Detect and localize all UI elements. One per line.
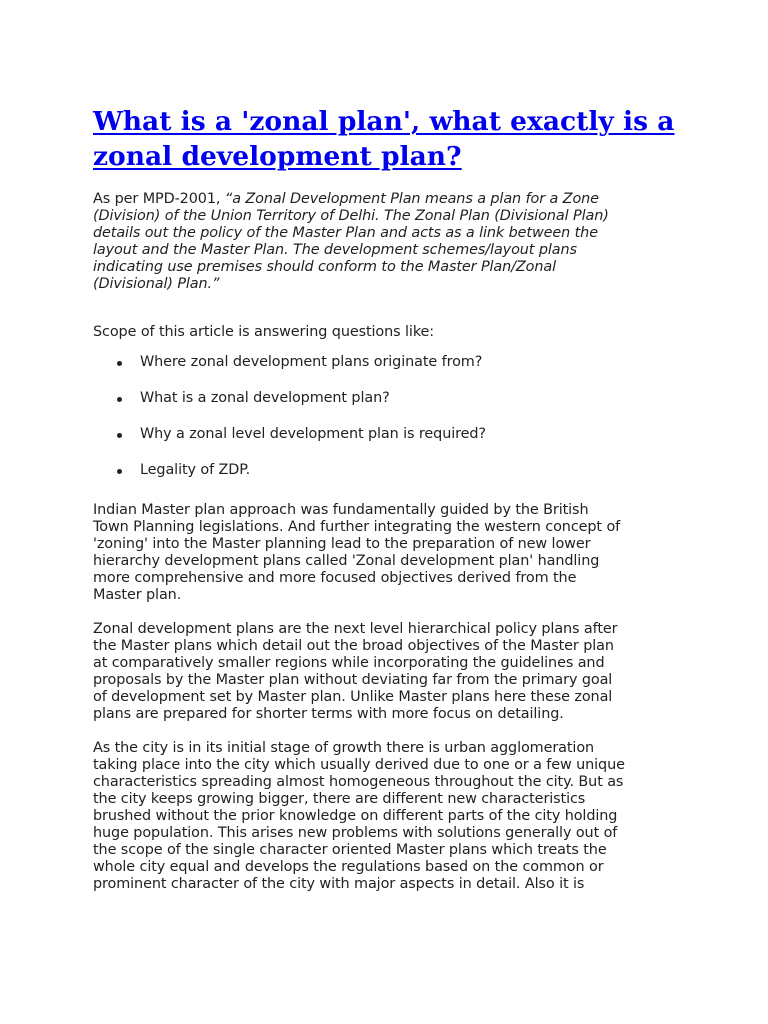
text-line: Indian Master plan approach was fundamentally guided by the British <box>93 502 589 518</box>
title-line-1: What is a 'zonal plan', what exactly is a <box>93 106 675 137</box>
text-line: the Master plans which detail out the broad objectives of the Master plan <box>93 638 614 654</box>
title-line-2: zonal development plan? <box>93 141 462 172</box>
intro-quote-line: (Divisional) Plan.” <box>93 276 220 292</box>
list-item <box>93 390 693 407</box>
article-title <box>93 0 693 174</box>
list-item-text: Legality of ZDP. <box>140 462 251 478</box>
paragraph-zonal-plans-definition <box>93 621 693 723</box>
text-line: at comparatively smaller regions while incorporating the guidelines and <box>93 655 605 671</box>
list-item-text: Where zonal development plans originate from? <box>140 354 483 370</box>
intro-quote-line: details out the policy of the Master Plan and acts as a link between the <box>93 225 598 241</box>
scope-heading: Scope of this article is answering questions like: <box>93 324 435 340</box>
list-item-text: What is a zonal development plan? <box>140 390 390 406</box>
intro-quote-line: indicating use premises should conform to the Master Plan/Zonal <box>93 259 557 275</box>
text-line: Master plan. <box>93 587 182 603</box>
text-line: As the city is in its initial stage of growth there is urban agglomeration <box>93 740 595 756</box>
paragraph-city-growth <box>93 740 693 893</box>
list-item <box>93 462 693 479</box>
text-line: more comprehensive and more focused objectives derived from the <box>93 570 577 586</box>
text-line: the city keeps growing bigger, there are different new characteristics <box>93 791 586 807</box>
paragraph-master-plan-approach <box>93 502 693 604</box>
bullet-icon <box>117 469 122 474</box>
intro-paragraph <box>93 191 693 293</box>
list-item <box>93 426 693 443</box>
text-line: Town Planning legislations. And further integrating the western concept of <box>93 519 621 535</box>
text-line: proposals by the Master plan without deviating far from the primary goal <box>93 672 613 688</box>
intro-quote-line: (Division) of the Union Territory of Delhi. The Zonal Plan (Divisional Plan) <box>93 208 609 224</box>
text-line: brushed without the prior knowledge on different parts of the city holding <box>93 808 618 824</box>
article-title-link[interactable] <box>93 106 674 172</box>
text-line: prominent character of the city with major aspects in detail. Also it is <box>93 876 585 892</box>
list-item-text: Why a zonal level development plan is required? <box>140 426 486 442</box>
text-line: whole city equal and develops the regulations based on the common or <box>93 859 604 875</box>
text-line: 'zoning' into the Master planning lead to the preparation of new lower <box>93 536 591 552</box>
text-line: hierarchy development plans called 'Zonal development plan' handling <box>93 553 600 569</box>
intro-quote-line: “a Zonal Development Plan means a plan for a Zone <box>224 191 599 207</box>
bullet-icon <box>117 361 122 366</box>
list-item <box>93 354 693 371</box>
document-page <box>93 0 693 893</box>
text-line: of development set by Master plan. Unlike Master plans here these zonal <box>93 689 613 705</box>
intro-prefix: As per MPD-2001, <box>93 191 225 207</box>
text-line: the scope of the single character oriented Master plans which treats the <box>93 842 607 858</box>
text-line: taking place into the city which usually derived due to one or a few unique <box>93 757 625 773</box>
intro-quote-line: layout and the Master Plan. The development schemes/layout plans <box>93 242 577 258</box>
bullet-icon <box>117 397 122 402</box>
text-line: characteristics spreading almost homogeneous throughout the city. But as <box>93 774 624 790</box>
text-line: Zonal development plans are the next level hierarchical policy plans after <box>93 621 618 637</box>
questions-list <box>93 354 693 479</box>
text-line: plans are prepared for shorter terms with more focus on detailing. <box>93 706 564 722</box>
bullet-icon <box>117 433 122 438</box>
text-line: huge population. This arises new problems with solutions generally out of <box>93 825 618 841</box>
